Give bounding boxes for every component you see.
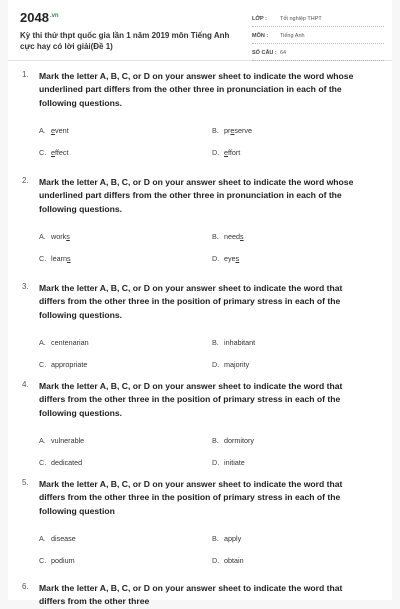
- exam-header: [8, 0, 392, 61]
- option-text: need: [224, 231, 240, 241]
- option-letter: D.: [212, 555, 220, 565]
- logo-suffix: .vn: [49, 12, 59, 19]
- question-number: 6.: [22, 582, 29, 591]
- option-b[interactable]: [212, 436, 254, 445]
- site-logo[interactable]: [20, 10, 59, 25]
- option-text-rest: vent: [55, 125, 69, 135]
- option-text: podium: [51, 555, 75, 565]
- option-d[interactable]: [212, 556, 244, 565]
- option-b[interactable]: [212, 338, 255, 347]
- option-letter: D.: [212, 359, 220, 369]
- option-text: apply: [224, 533, 242, 543]
- option-letter: C.: [39, 253, 47, 263]
- question-text: Mark the letter A, B, C, or D on your answer sheet to indicate the word whose underlined part differs from the other three in pronunciation in each of the following questions.: [39, 71, 354, 108]
- meta-row-class: [252, 12, 384, 27]
- option-a[interactable]: [39, 126, 69, 135]
- option-letter: D.: [212, 457, 220, 467]
- option-text: initiate: [224, 457, 245, 467]
- answer-options: [39, 436, 392, 482]
- option-underlined-part: e: [51, 147, 55, 157]
- logo-text: 2048: [20, 10, 49, 25]
- option-c[interactable]: [39, 254, 71, 263]
- option-text: dedicated: [51, 457, 83, 467]
- question-text: Mark the letter A, B, C, or D on your answer sheet to indicate the word whose underlined part differs from the other three in pronunciation in each of the following questions.: [39, 177, 354, 214]
- option-text-rest: ffect: [55, 147, 69, 157]
- option-c[interactable]: [39, 148, 68, 157]
- option-letter: B.: [212, 435, 219, 445]
- option-letter: A.: [39, 125, 46, 135]
- option-text: disease: [51, 533, 76, 543]
- option-letter: A.: [39, 533, 46, 543]
- option-letter: B.: [212, 337, 219, 347]
- meta-row-count: [252, 46, 384, 61]
- question-5: [8, 478, 392, 580]
- option-c[interactable]: [39, 458, 82, 467]
- option-text: majority: [224, 359, 250, 369]
- option-d[interactable]: [212, 458, 245, 467]
- option-a[interactable]: [39, 232, 70, 241]
- option-letter: B.: [212, 533, 219, 543]
- option-letter: B.: [212, 125, 219, 135]
- question-1: [8, 70, 392, 172]
- option-underlined-part: e: [224, 147, 228, 157]
- option-letter: A.: [39, 435, 46, 445]
- question-text: Mark the letter A, B, C, or D on your answer sheet to indicate the word that differs from the other three in the position of primary stress in each of the following question: [39, 479, 343, 516]
- question-4: [8, 380, 392, 482]
- option-text: eye: [224, 253, 236, 263]
- option-text: centenarian: [51, 337, 89, 347]
- option-text: inhabitant: [224, 337, 256, 347]
- option-underlined-part: e: [51, 125, 55, 135]
- option-underlined-part: s: [235, 253, 240, 263]
- option-d[interactable]: [212, 254, 239, 263]
- option-b[interactable]: [212, 534, 241, 543]
- option-d[interactable]: [212, 360, 249, 369]
- option-text-rest: ffort: [228, 147, 241, 157]
- option-text: dormitory: [224, 435, 254, 445]
- option-c[interactable]: [39, 556, 75, 565]
- question-text: Mark the letter A, B, C, or D on your answer sheet to indicate the word that differs from the other three in the position of primary stress in each of the following questions.: [39, 381, 343, 418]
- meta-value-subject: Tiếng Anh: [280, 33, 305, 39]
- option-letter: A.: [39, 337, 46, 347]
- question-text: Mark the letter A, B, C, or D on your answer sheet to indicate the word that differs from the other three: [39, 583, 343, 607]
- exam-meta: [252, 12, 384, 63]
- question-number: 1.: [22, 70, 29, 79]
- option-text: obtain: [224, 555, 244, 565]
- meta-label-class: LỚP :: [252, 16, 267, 22]
- meta-value-class: Tốt nghiệp THPT: [280, 16, 322, 22]
- option-underlined-part: s: [66, 231, 70, 241]
- meta-value-count: 64: [280, 50, 287, 56]
- option-letter: A.: [39, 231, 46, 241]
- option-letter: B.: [212, 231, 219, 241]
- question-3: [8, 282, 392, 384]
- option-text: appropriate: [51, 359, 88, 369]
- meta-row-subject: [252, 29, 384, 44]
- question-number: 5.: [22, 478, 29, 487]
- option-letter: C.: [39, 555, 47, 565]
- option-letter: C.: [39, 147, 47, 157]
- question-2: [8, 176, 392, 278]
- answer-options: [39, 232, 392, 278]
- meta-label-subject: MÔN :: [252, 33, 269, 39]
- option-underlined-part: s: [66, 253, 71, 263]
- option-c[interactable]: [39, 360, 87, 369]
- option-a[interactable]: [39, 436, 84, 445]
- answer-options: [39, 534, 392, 580]
- option-d[interactable]: [212, 148, 240, 157]
- question-number: 3.: [22, 282, 29, 291]
- exam-title: Kỳ thi thử thpt quốc gia lần 1 năm 2019 môn Tiếng Anh cực hay có lời giải(Đề 1): [20, 31, 230, 51]
- option-letter: D.: [212, 147, 220, 157]
- question-text: Mark the letter A, B, C, or D on your answer sheet to indicate the word that differs from the other three in the position of primary stress in each of the following questions.: [39, 283, 343, 320]
- option-a[interactable]: [39, 338, 89, 347]
- option-b[interactable]: [212, 126, 252, 135]
- option-text: pr: [224, 125, 231, 135]
- option-text-rest: serve: [234, 125, 252, 135]
- question-6: [8, 582, 392, 609]
- answer-options: [39, 338, 392, 384]
- answer-options: [39, 126, 392, 172]
- option-text: vulnerable: [51, 435, 85, 445]
- option-text: work: [51, 231, 67, 241]
- option-a[interactable]: [39, 534, 76, 543]
- question-number: 2.: [22, 176, 29, 185]
- option-letter: C.: [39, 359, 47, 369]
- option-b[interactable]: [212, 232, 244, 241]
- option-text: learn: [51, 253, 67, 263]
- question-number: 4.: [22, 380, 29, 389]
- option-underlined-part: e: [230, 125, 235, 135]
- meta-label-count: SỐ CÂU :: [252, 50, 277, 56]
- option-letter: D.: [212, 253, 220, 263]
- exam-page: [8, 0, 392, 607]
- option-underlined-part: s: [240, 231, 244, 241]
- option-letter: C.: [39, 457, 47, 467]
